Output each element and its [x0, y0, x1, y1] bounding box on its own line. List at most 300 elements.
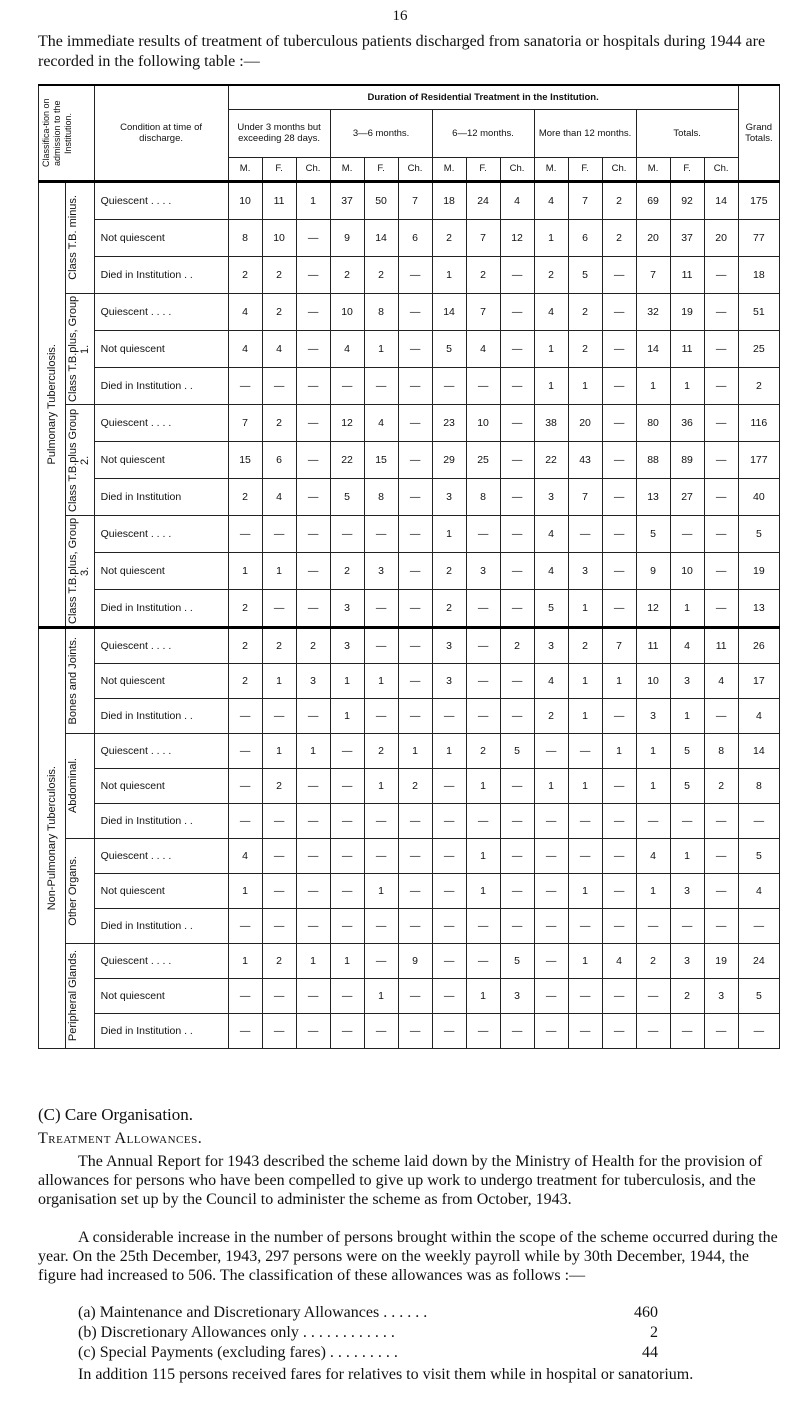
- value-cell: —: [398, 627, 432, 663]
- grand-total-cell: 8: [738, 768, 779, 803]
- value-cell: 1: [466, 838, 500, 873]
- value-cell: 8: [704, 733, 738, 768]
- value-cell: —: [704, 589, 738, 627]
- value-cell: —: [466, 589, 500, 627]
- condition-cell: Not quiescent: [94, 768, 228, 803]
- condition-header: Condition at time of discharge.: [94, 85, 228, 181]
- value-cell: —: [228, 803, 262, 838]
- sub-header: Ch.: [602, 157, 636, 181]
- value-cell: —: [296, 478, 330, 515]
- table-row: [39, 589, 780, 627]
- value-cell: —: [636, 1013, 670, 1048]
- value-cell: 22: [534, 441, 568, 478]
- table-row: [39, 441, 780, 478]
- value-cell: 69: [636, 181, 670, 219]
- section-label: Class T.B.plus Group 2.: [65, 404, 94, 515]
- value-cell: 12: [500, 219, 534, 256]
- value-cell: 1: [296, 181, 330, 219]
- value-cell: 4: [534, 552, 568, 589]
- value-cell: 4: [364, 404, 398, 441]
- section-label: Class T.B. minus.: [65, 181, 94, 293]
- table-row: [39, 768, 780, 803]
- non-pulmonary-label: Non-Pulmonary Tuberculosis.: [39, 627, 66, 1048]
- value-cell: 4: [670, 627, 704, 663]
- value-cell: —: [704, 330, 738, 367]
- value-cell: —: [228, 768, 262, 803]
- value-cell: 1: [534, 330, 568, 367]
- table-row: [39, 256, 780, 293]
- condition-cell: Not quiescent: [94, 873, 228, 908]
- value-cell: 2: [228, 256, 262, 293]
- value-cell: 6: [398, 219, 432, 256]
- value-cell: 2: [262, 256, 296, 293]
- value-cell: —: [262, 873, 296, 908]
- value-cell: —: [568, 908, 602, 943]
- condition-cell: Quiescent . . . .: [94, 515, 228, 552]
- value-cell: —: [602, 589, 636, 627]
- value-cell: —: [466, 943, 500, 978]
- value-cell: 2: [330, 256, 364, 293]
- value-cell: 9: [398, 943, 432, 978]
- value-cell: —: [602, 552, 636, 589]
- value-cell: —: [330, 768, 364, 803]
- value-cell: 1: [432, 256, 466, 293]
- value-cell: 9: [330, 219, 364, 256]
- table-row: [39, 1013, 780, 1048]
- table-row: [39, 330, 780, 367]
- value-cell: —: [296, 838, 330, 873]
- table-row: [39, 478, 780, 515]
- value-cell: 4: [534, 181, 568, 219]
- value-cell: 4: [466, 330, 500, 367]
- value-cell: —: [602, 978, 636, 1013]
- table-row: [39, 293, 780, 330]
- value-cell: —: [228, 515, 262, 552]
- intro-paragraph: The immediate results of treatment of tuberculous patients discharged from sanatoria or hospitals during 1944 are recorded in the following table :—: [38, 33, 766, 70]
- condition-cell: Died in Institution: [94, 478, 228, 515]
- value-cell: —: [602, 1013, 636, 1048]
- value-cell: 2: [704, 768, 738, 803]
- table-row: [39, 838, 780, 873]
- value-cell: 2: [432, 589, 466, 627]
- value-cell: —: [670, 803, 704, 838]
- condition-cell: Not quiescent: [94, 663, 228, 698]
- value-cell: 4: [534, 293, 568, 330]
- paragraph-3: In addition 115 persons received fares for relatives to visit them while in hospital or sanatorium.: [78, 1366, 694, 1383]
- value-cell: —: [534, 838, 568, 873]
- value-cell: —: [704, 441, 738, 478]
- value-cell: 5: [330, 478, 364, 515]
- grand-total-cell: 18: [738, 256, 779, 293]
- value-cell: —: [500, 293, 534, 330]
- value-cell: 4: [228, 330, 262, 367]
- grand-total-cell: 177: [738, 441, 779, 478]
- value-cell: 50: [364, 181, 398, 219]
- value-cell: —: [500, 698, 534, 733]
- value-cell: —: [704, 698, 738, 733]
- value-cell: —: [432, 1013, 466, 1048]
- value-cell: 4: [228, 838, 262, 873]
- list-item: (a) Maintenance and Discretionary Allowances . . . . . . 460: [78, 1304, 658, 1321]
- value-cell: 10: [262, 219, 296, 256]
- value-cell: 14: [364, 219, 398, 256]
- condition-cell: Quiescent . . . .: [94, 181, 228, 219]
- value-cell: —: [602, 515, 636, 552]
- table-row: [39, 978, 780, 1013]
- value-cell: —: [364, 838, 398, 873]
- value-cell: —: [330, 515, 364, 552]
- value-cell: 1: [568, 663, 602, 698]
- value-cell: —: [432, 978, 466, 1013]
- grand-total-cell: 4: [738, 873, 779, 908]
- value-cell: —: [296, 552, 330, 589]
- table-row: [39, 698, 780, 733]
- value-cell: —: [704, 367, 738, 404]
- value-cell: —: [568, 515, 602, 552]
- duration-group-header: 6—12 months.: [432, 109, 534, 157]
- value-cell: —: [364, 1013, 398, 1048]
- value-cell: 2: [466, 733, 500, 768]
- section-label: Other Organs.: [65, 838, 94, 943]
- value-cell: —: [466, 803, 500, 838]
- condition-cell: Died in Institution . .: [94, 589, 228, 627]
- value-cell: 1: [364, 873, 398, 908]
- value-cell: —: [398, 908, 432, 943]
- table-row: [39, 627, 780, 663]
- value-cell: —: [398, 698, 432, 733]
- value-cell: 1: [364, 330, 398, 367]
- value-cell: 2: [602, 181, 636, 219]
- value-cell: 2: [228, 589, 262, 627]
- value-cell: —: [500, 908, 534, 943]
- value-cell: 5: [568, 256, 602, 293]
- value-cell: 1: [568, 943, 602, 978]
- value-cell: 37: [670, 219, 704, 256]
- table-row: [39, 367, 780, 404]
- sub-header: M.: [228, 157, 262, 181]
- value-cell: 2: [228, 478, 262, 515]
- value-cell: 1: [262, 663, 296, 698]
- value-cell: —: [534, 943, 568, 978]
- value-cell: —: [330, 908, 364, 943]
- table-row: [39, 515, 780, 552]
- value-cell: —: [432, 943, 466, 978]
- grand-total-cell: 116: [738, 404, 779, 441]
- value-cell: —: [398, 441, 432, 478]
- grand-total-cell: —: [738, 1013, 779, 1048]
- value-cell: 2: [296, 627, 330, 663]
- value-cell: —: [364, 698, 398, 733]
- list-item: (b) Discretionary Allowances only . . . . . . . . . . . . 2: [78, 1324, 658, 1341]
- value-cell: 4: [704, 663, 738, 698]
- value-cell: 2: [364, 256, 398, 293]
- sub-header: F.: [568, 157, 602, 181]
- page-number: 16: [392, 8, 408, 24]
- value-cell: 1: [432, 733, 466, 768]
- value-cell: 7: [466, 219, 500, 256]
- value-cell: —: [296, 698, 330, 733]
- value-cell: —: [296, 589, 330, 627]
- value-cell: 1: [262, 552, 296, 589]
- value-cell: 1: [364, 768, 398, 803]
- value-cell: 3: [670, 873, 704, 908]
- value-cell: —: [432, 768, 466, 803]
- value-cell: —: [670, 1013, 704, 1048]
- value-cell: —: [568, 803, 602, 838]
- value-cell: —: [228, 908, 262, 943]
- table-row: [39, 943, 780, 978]
- value-cell: 8: [364, 293, 398, 330]
- value-cell: 23: [432, 404, 466, 441]
- value-cell: 2: [262, 768, 296, 803]
- condition-cell: Not quiescent: [94, 978, 228, 1013]
- value-cell: —: [602, 330, 636, 367]
- grand-total-cell: 51: [738, 293, 779, 330]
- value-cell: 2: [432, 219, 466, 256]
- duration-group-header: More than 12 months.: [534, 109, 636, 157]
- value-cell: 1: [534, 219, 568, 256]
- value-cell: 2: [636, 943, 670, 978]
- value-cell: —: [330, 367, 364, 404]
- value-cell: —: [296, 441, 330, 478]
- value-cell: 5: [500, 733, 534, 768]
- sub-header: Ch.: [296, 157, 330, 181]
- sub-header: F.: [364, 157, 398, 181]
- value-cell: 11: [670, 330, 704, 367]
- value-cell: —: [704, 803, 738, 838]
- value-cell: 89: [670, 441, 704, 478]
- value-cell: —: [500, 1013, 534, 1048]
- section-label: Peripheral Glands.: [65, 943, 94, 1048]
- value-cell: 1: [432, 515, 466, 552]
- grand-total-cell: 5: [738, 978, 779, 1013]
- condition-cell: Died in Institution . .: [94, 803, 228, 838]
- grand-total-cell: 26: [738, 627, 779, 663]
- value-cell: —: [500, 838, 534, 873]
- value-cell: —: [500, 803, 534, 838]
- value-cell: 1: [568, 698, 602, 733]
- value-cell: 3: [704, 978, 738, 1013]
- value-cell: —: [500, 663, 534, 698]
- value-cell: 1: [228, 943, 262, 978]
- value-cell: 20: [704, 219, 738, 256]
- condition-cell: Not quiescent: [94, 219, 228, 256]
- value-cell: 24: [466, 181, 500, 219]
- value-cell: 3: [500, 978, 534, 1013]
- value-cell: 3: [432, 478, 466, 515]
- condition-cell: Died in Institution . .: [94, 367, 228, 404]
- sub-header: F.: [466, 157, 500, 181]
- value-cell: 1: [228, 873, 262, 908]
- value-cell: —: [398, 404, 432, 441]
- value-cell: 1: [228, 552, 262, 589]
- value-cell: 4: [500, 181, 534, 219]
- value-cell: —: [398, 515, 432, 552]
- condition-cell: Died in Institution . .: [94, 1013, 228, 1048]
- value-cell: 2: [262, 627, 296, 663]
- condition-cell: Not quiescent: [94, 330, 228, 367]
- value-cell: —: [228, 978, 262, 1013]
- grand-total-cell: 4: [738, 698, 779, 733]
- value-cell: —: [398, 330, 432, 367]
- value-cell: 5: [534, 589, 568, 627]
- value-cell: 3: [364, 552, 398, 589]
- value-cell: 1: [364, 978, 398, 1013]
- value-cell: 2: [466, 256, 500, 293]
- condition-cell: Quiescent . . . .: [94, 404, 228, 441]
- value-cell: 13: [636, 478, 670, 515]
- grand-total-cell: 5: [738, 838, 779, 873]
- value-cell: 4: [636, 838, 670, 873]
- value-cell: 7: [398, 181, 432, 219]
- value-cell: 1: [466, 768, 500, 803]
- value-cell: 4: [330, 330, 364, 367]
- value-cell: —: [500, 367, 534, 404]
- value-cell: 1: [670, 698, 704, 733]
- value-cell: —: [704, 908, 738, 943]
- value-cell: —: [262, 698, 296, 733]
- value-cell: —: [466, 515, 500, 552]
- condition-cell: Died in Institution . .: [94, 698, 228, 733]
- value-cell: 1: [568, 768, 602, 803]
- value-cell: —: [500, 478, 534, 515]
- value-cell: —: [500, 515, 534, 552]
- grand-total-cell: 19: [738, 552, 779, 589]
- value-cell: —: [228, 698, 262, 733]
- value-cell: 1: [364, 663, 398, 698]
- section-label: Class T.B.plus, Group 3.: [65, 515, 94, 627]
- table-row: [39, 181, 780, 219]
- value-cell: 92: [670, 181, 704, 219]
- value-cell: —: [602, 256, 636, 293]
- value-cell: —: [296, 256, 330, 293]
- value-cell: 5: [500, 943, 534, 978]
- value-cell: —: [602, 367, 636, 404]
- sub-header: M.: [636, 157, 670, 181]
- value-cell: 11: [636, 627, 670, 663]
- value-cell: 2: [534, 698, 568, 733]
- value-cell: —: [704, 1013, 738, 1048]
- value-cell: 1: [466, 978, 500, 1013]
- value-cell: 7: [568, 181, 602, 219]
- value-cell: —: [364, 803, 398, 838]
- value-cell: 36: [670, 404, 704, 441]
- value-cell: 2: [534, 256, 568, 293]
- value-cell: 27: [670, 478, 704, 515]
- value-cell: 1: [534, 367, 568, 404]
- value-cell: 4: [262, 478, 296, 515]
- value-cell: 20: [636, 219, 670, 256]
- value-cell: —: [534, 873, 568, 908]
- value-cell: —: [704, 838, 738, 873]
- value-cell: 9: [636, 552, 670, 589]
- value-cell: —: [262, 1013, 296, 1048]
- value-cell: —: [602, 873, 636, 908]
- classification-header: Classifica-tion on admission to the Institution.: [39, 85, 95, 181]
- value-cell: 3: [432, 663, 466, 698]
- value-cell: 2: [568, 627, 602, 663]
- condition-cell: Quiescent . . . .: [94, 838, 228, 873]
- value-cell: —: [432, 367, 466, 404]
- value-cell: —: [330, 733, 364, 768]
- value-cell: 11: [704, 627, 738, 663]
- value-cell: —: [364, 515, 398, 552]
- section-label: Class T.B.plus, Group 1.: [65, 293, 94, 404]
- duration-group-header: Totals.: [636, 109, 738, 157]
- condition-cell: Quiescent . . . .: [94, 293, 228, 330]
- value-cell: 5: [432, 330, 466, 367]
- value-cell: 20: [568, 404, 602, 441]
- value-cell: 3: [568, 552, 602, 589]
- value-cell: 1: [670, 367, 704, 404]
- duration-group-header: Under 3 months but exceeding 28 days.: [228, 109, 330, 157]
- value-cell: 1: [568, 589, 602, 627]
- value-cell: 3: [670, 943, 704, 978]
- value-cell: —: [602, 838, 636, 873]
- grand-total-cell: 40: [738, 478, 779, 515]
- value-cell: —: [398, 478, 432, 515]
- value-cell: 8: [364, 478, 398, 515]
- condition-cell: Quiescent . . . .: [94, 943, 228, 978]
- value-cell: —: [704, 404, 738, 441]
- value-cell: 1: [670, 589, 704, 627]
- duration-group-header: 3—6 months.: [330, 109, 432, 157]
- value-cell: 19: [670, 293, 704, 330]
- condition-cell: Quiescent . . . .: [94, 627, 228, 663]
- value-cell: 2: [500, 627, 534, 663]
- value-cell: —: [296, 404, 330, 441]
- value-cell: —: [398, 367, 432, 404]
- value-cell: —: [330, 873, 364, 908]
- value-cell: —: [398, 838, 432, 873]
- value-cell: —: [398, 978, 432, 1013]
- table-row: [39, 908, 780, 943]
- value-cell: 1: [466, 873, 500, 908]
- value-cell: 2: [262, 293, 296, 330]
- value-cell: 2: [432, 552, 466, 589]
- value-cell: —: [330, 1013, 364, 1048]
- value-cell: 10: [636, 663, 670, 698]
- value-cell: 8: [466, 478, 500, 515]
- sub-header: F.: [262, 157, 296, 181]
- sub-header: M.: [432, 157, 466, 181]
- value-cell: —: [500, 873, 534, 908]
- value-cell: —: [636, 803, 670, 838]
- sub-header: M.: [534, 157, 568, 181]
- grand-total-cell: 13: [738, 589, 779, 627]
- value-cell: 14: [704, 181, 738, 219]
- value-cell: 1: [296, 943, 330, 978]
- table-row: [39, 219, 780, 256]
- value-cell: —: [602, 803, 636, 838]
- value-cell: 1: [330, 698, 364, 733]
- value-cell: —: [466, 663, 500, 698]
- value-cell: 14: [432, 293, 466, 330]
- value-cell: 2: [602, 219, 636, 256]
- value-cell: —: [432, 838, 466, 873]
- value-cell: —: [466, 1013, 500, 1048]
- value-cell: —: [602, 768, 636, 803]
- value-cell: —: [568, 978, 602, 1013]
- value-cell: —: [262, 803, 296, 838]
- value-cell: 2: [364, 733, 398, 768]
- value-cell: 12: [330, 404, 364, 441]
- table-row: [39, 733, 780, 768]
- value-cell: —: [704, 873, 738, 908]
- value-cell: 7: [568, 478, 602, 515]
- paragraph-1: The Annual Report for 1943 described the scheme laid down by the Ministry of Health for the provision of allowances for persons who have been compelled to give up work to undergo treatment for tuberculosis, and the organisation set up by the Council to administer the scheme as from October, 1943.: [38, 1153, 763, 1208]
- value-cell: 29: [432, 441, 466, 478]
